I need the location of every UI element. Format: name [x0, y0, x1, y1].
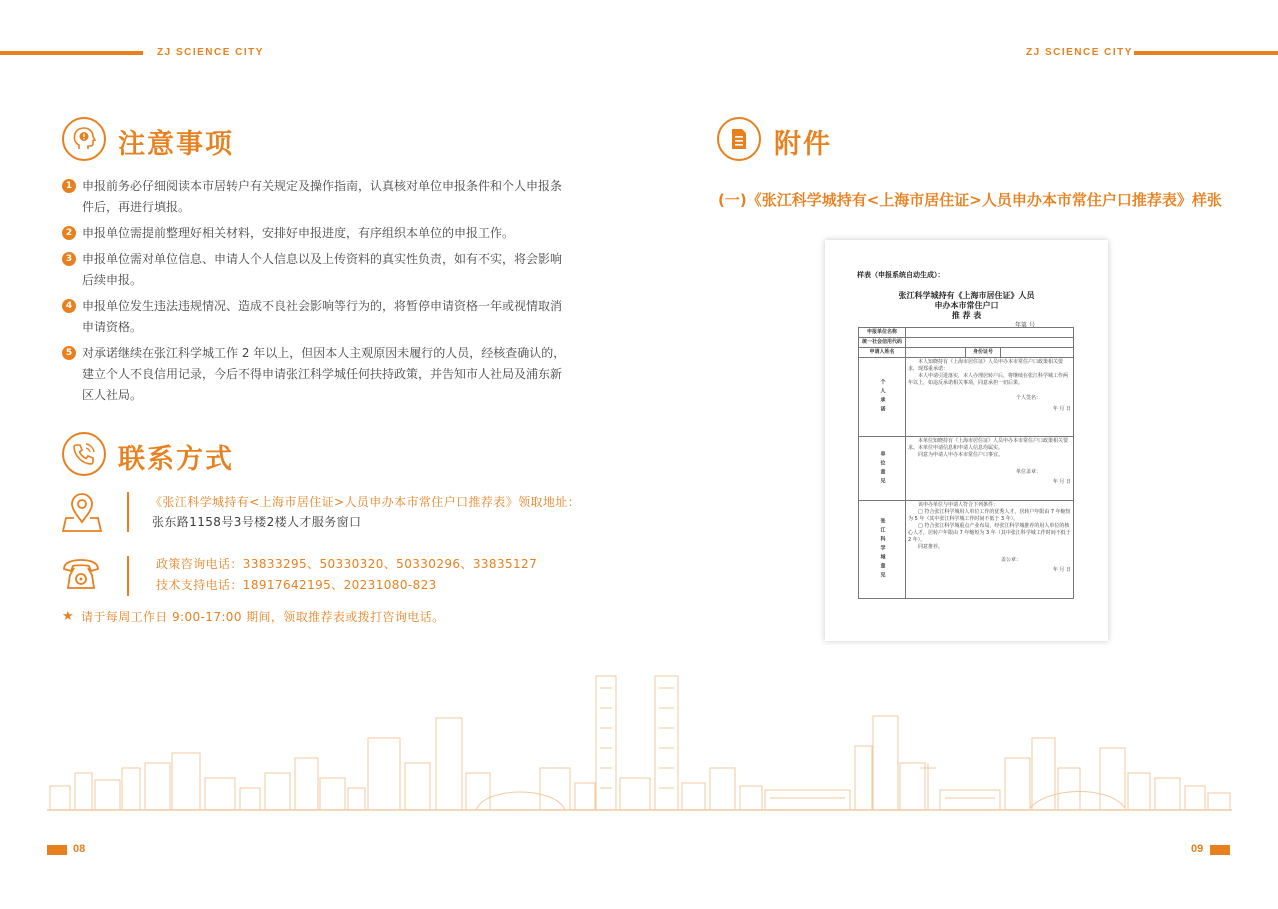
page-number-left: 08	[73, 843, 86, 855]
divider-line	[127, 492, 129, 532]
form-section-label: 张江科学城意见	[859, 501, 906, 599]
form-date: 年 月 日	[1052, 479, 1071, 485]
form-text: 该申办单位与申请人符合下列条件：	[918, 502, 999, 508]
brand-label-right: ZJ SCIENCE CITY	[1026, 47, 1133, 58]
list-item	[62, 249, 567, 291]
header-bar-left	[0, 51, 143, 55]
form-text: □ 符合张江科学城用人单位工作的优秀人才，居转户年限由 7 年缩短为 5 年（其中张江科学城工作时间不低于 3 年）。	[908, 509, 1071, 522]
note-text: 申报单位发生违法违规情况、造成不良社会影响等行为的，将暂停申请资格一年或视情取消申请资格。	[82, 299, 563, 334]
phone-call-icon	[62, 432, 106, 476]
list-item	[62, 343, 567, 406]
form-sample-label: 样表（申报系统自动生成）：	[857, 271, 945, 279]
form-section-label: 个人承诺	[859, 358, 906, 437]
attachment-title: 附件	[774, 129, 832, 160]
list-item	[62, 296, 567, 338]
form-title-line2: 申办本市常住户口	[934, 300, 999, 310]
tech-phone: 技术支持电话：18917642195、20231080-823	[156, 578, 437, 592]
form-cell-label: 统一社会信用代码	[859, 338, 906, 348]
form-text: □ 符合张江科学城重点产业布局，经张江科学城推荐的用人单位的核心人才，居转户年限由 7 年缩短为 3 年（其中张江科学城工作时间不低于 2 年）。	[908, 523, 1071, 543]
office-hours-notice: 请于每周工作日 9:00-17:00 期间，领取推荐表或拨打咨询电话。	[81, 610, 445, 624]
brand-label-left: ZJ SCIENCE CITY	[157, 47, 264, 58]
form-text: 同意推荐。	[918, 544, 944, 550]
note-text: 申报单位需对单位信息、申请人个人信息以及上传资料的真实性负责，如有不实，将会影响后续申报。	[82, 252, 563, 287]
form-title-line3: 推 荐 表	[951, 310, 982, 320]
form-cell-label: 申报单位名称	[859, 328, 906, 338]
form-sign: 单位盖章：	[1015, 469, 1041, 475]
note-text: 申报单位需提前整理好相关材料，安排好申报进度，有序组织本单位的申报工作。	[82, 226, 515, 240]
footer-accent-right	[1210, 845, 1230, 855]
form-text: 同意为申请人申办本市常住户口事宜。	[918, 452, 1004, 458]
form-sign: 盖公章：	[1000, 557, 1021, 563]
city-skyline-illustration	[0, 668, 1278, 818]
address-label: 《张江科学城持有<上海市居住证>人员申办本市常住户口推荐表》领取地址：	[150, 495, 581, 509]
list-item	[62, 176, 567, 218]
contact-title: 联系方式	[118, 444, 234, 475]
number-badge: 4	[62, 299, 76, 313]
form-date: 年 月 日	[1052, 406, 1071, 412]
footer-accent-left	[47, 845, 67, 855]
header-bar-right	[1134, 51, 1278, 55]
telephone-icon	[61, 557, 101, 597]
divider-line	[127, 556, 129, 596]
form-sample-image	[825, 240, 1108, 641]
address-text: 张东路1158号3号楼2楼人才服务窗口	[152, 515, 362, 529]
number-badge: 5	[62, 346, 76, 360]
note-text: 申报前务必仔细阅读本市居转户有关规定及操作指南，认真核对单位申报条件和个人申报条件后，再进行填报。	[82, 179, 563, 214]
form-cell-label: 身份证号	[966, 348, 1001, 358]
list-item	[62, 223, 567, 244]
form-cell-label: 申请人姓名	[859, 348, 906, 358]
notes-title: 注意事项	[118, 129, 234, 160]
notice-head-icon	[62, 117, 106, 161]
page-number-right: 09	[1191, 843, 1204, 855]
form-text: 本人知晓持有《上海市居住证》人员申办本市常住户口政策相关要求，现郑重承诺：	[908, 359, 1064, 372]
document-icon	[717, 117, 761, 161]
form-sign: 个人签名：	[1015, 395, 1041, 401]
policy-phone: 政策咨询电话：33833295、50330320、50330296、33835127	[156, 557, 538, 571]
location-pin-icon	[62, 492, 102, 538]
form-year-number: 年第 号	[1015, 322, 1035, 329]
form-table	[858, 327, 1074, 599]
form-title-line1: 张江科学城持有《上海市居住证》人员	[898, 290, 1035, 300]
number-badge: 1	[62, 179, 76, 193]
notes-list	[62, 176, 567, 411]
number-badge: 3	[62, 252, 76, 266]
note-text: 对承诺继续在张江科学城工作 2 年以上，但因本人主观原因未履行的人员，经核查确认的，建立个人不良信用记录，今后不得申请张江科学城任何扶持政策，并告知市人社局及浦东新区人社局。	[82, 346, 566, 402]
form-section-label: 单位意见	[859, 437, 906, 501]
star-icon: ★	[62, 609, 75, 624]
form-date: 年 月 日	[1052, 567, 1071, 573]
number-badge: 2	[62, 226, 76, 240]
form-text: 本单位知晓持有《上海市居住证》人员申办本市常住户口政策相关要求。本单位申请信息和申请人信息均属实。	[908, 438, 1069, 451]
attachment-subtitle: (一)《张江科学城持有<上海市居住证>人员申办本市常住户口推荐表》样张	[718, 191, 1222, 209]
form-text: 本人申请引进落实，本人办理居转户后，将继续在张江科学城工作两年以上，如违反承诺相关事项，同意承担一切后果。	[908, 373, 1069, 386]
